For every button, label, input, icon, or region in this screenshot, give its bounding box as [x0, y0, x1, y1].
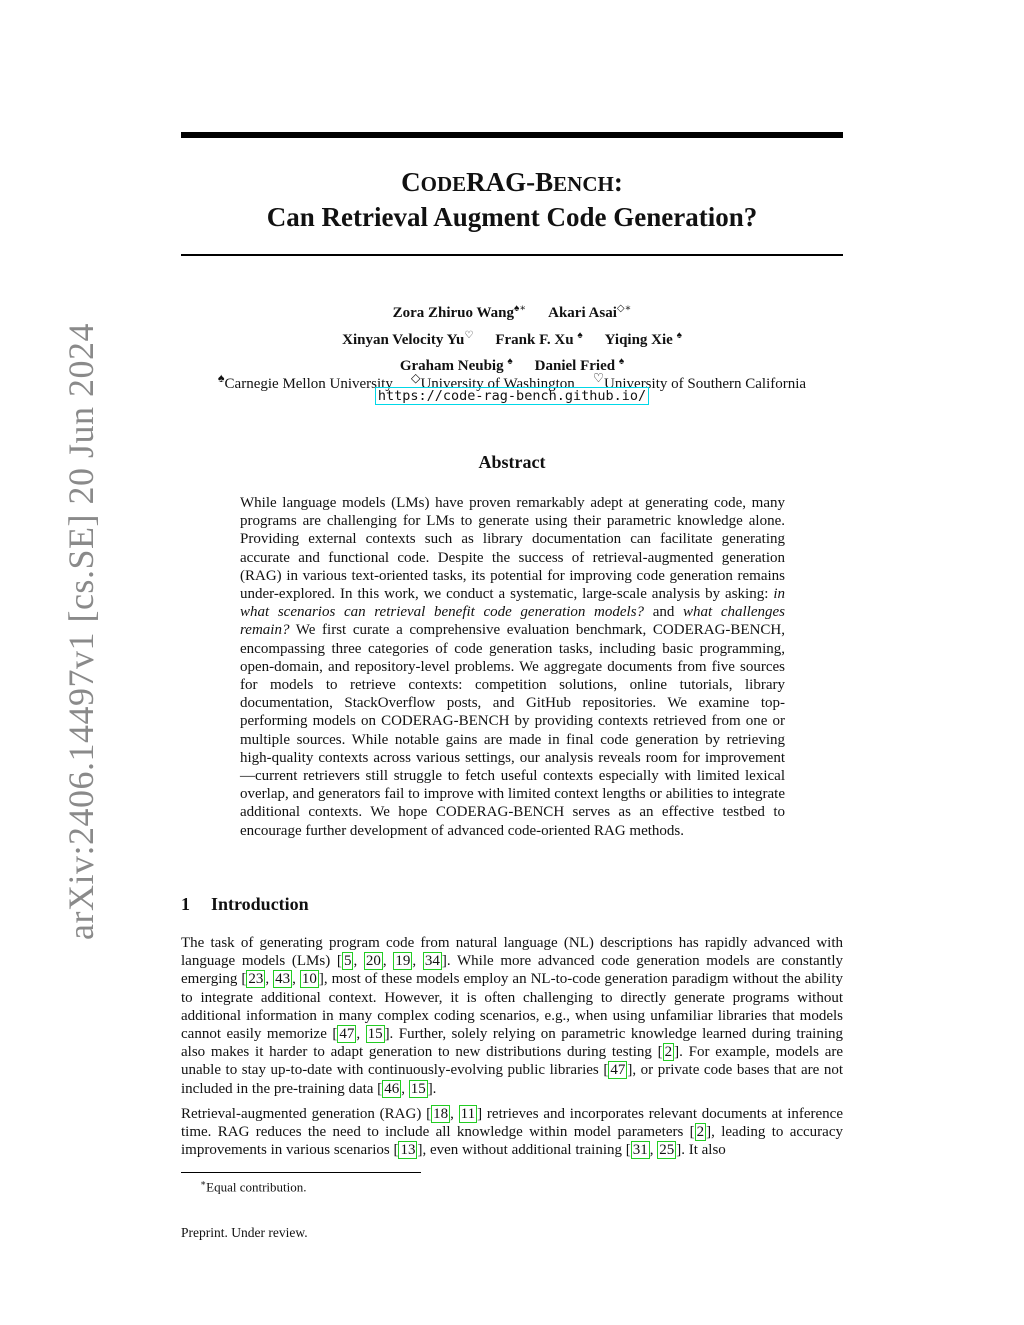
citation-link[interactable]: 2	[696, 1124, 705, 1141]
citation-link[interactable]: 13	[400, 1142, 416, 1159]
citation-link[interactable]: 11	[460, 1105, 476, 1122]
citation-link[interactable]: 19	[395, 953, 411, 970]
benchmark-name: CODERAG-BENCH	[652, 622, 782, 639]
citation-link[interactable]: 47	[339, 1026, 355, 1043]
section-heading-introduction: 1 Introduction	[181, 894, 309, 914]
citation-link[interactable]: 15	[410, 1080, 426, 1097]
author: Zora Zhiruo Wang	[392, 305, 515, 321]
citation-link[interactable]: 15	[367, 1026, 383, 1043]
author: Yiqing Xie	[604, 331, 673, 348]
citation-link[interactable]: 47	[610, 1062, 626, 1079]
paragraph: The task of generating program code from natural language (NL) descriptions has rapidly advanced with language models (LMs) [ 5 , 20 , 19 , 34 ]. While more advanced code generation models are constantly emerging [ 23 , 43 , 10 ], most of these models employ an NL-to-code generation paradigm without the ability to integrate additional context. However, it is often challenging to directly generate programs without additional information in many complex coding scenarios, e.g., when using unfamiliar libraries that models cannot easily memorize [ 47 , 15 ]. Further, solely relying on parametric knowledge learned during training also makes it harder to adapt generation to new distributions during testing [ 2 ]. For example, models are unable to stay up-to-date with continuously-evolving public libraries [ 47 ], or private code bases that are not included in the pre-training data [ 46 , 15 ].	[181, 935, 844, 1097]
citation-link[interactable]: 34	[424, 953, 440, 970]
author-list: Zora Zhiruo Wang♠∗ Akari Asai◇∗ Xinyan Velocity Yu♡ Frank F. Xu ♠ Yiqing Xie ♠ Graham Neubig ♠ Daniel Fried ♠	[342, 303, 682, 374]
citation-link[interactable]: 43	[275, 971, 291, 988]
citation-link[interactable]: 46	[384, 1080, 400, 1097]
introduction-body	[181, 934, 843, 1166]
citation-link[interactable]: 25	[659, 1142, 675, 1159]
arxiv-identifier: arXiv:2406.14497v1 [cs.SE] 20 Jun 2024	[61, 323, 101, 940]
citation-link[interactable]: 10	[301, 971, 317, 988]
citation-link[interactable]: 20	[365, 953, 381, 970]
citation-link[interactable]: 18	[433, 1105, 449, 1122]
project-url[interactable]	[181, 388, 843, 405]
paper-subtitle: Can Retrieval Augment Code Generation?	[266, 202, 758, 232]
paper-title: CODERAG-BENCH: Can Retrieval Augment Code Generation?	[266, 167, 758, 232]
footnote-rule	[181, 1172, 421, 1173]
footnote: ∗Equal contribution.	[200, 1178, 307, 1195]
author: Xinyan Velocity Yu	[342, 331, 465, 348]
citation-link[interactable]: 31	[632, 1142, 648, 1159]
citation-link[interactable]: 5	[343, 953, 352, 970]
author: Akari Asai	[548, 305, 617, 321]
author: Daniel Fried	[534, 358, 616, 374]
project-link[interactable]: https://code-rag-bench.github.io/	[375, 387, 649, 405]
citation-link[interactable]: 2	[664, 1044, 673, 1061]
abstract-body: While language models (LMs) have proven remarkably adept at generating code, many programs are challenging for LMs to generate using their parametric knowledge alone. Providing external contexts such as library documentation can facilitate generating accurate and functional code. Despite the success of retrieval-augmented generation (RAG) in various text-oriented tasks, its potential for improving code generation remains under-explored. In this work, we conduct a systematic, large-scale analysis by asking: in what scenarios can retrieval benefit code generation models? and what challenges remain? We first curate a comprehensive evaluation benchmark, CODERAG-BENCH, encompassing three categories of code generation tasks, including basic programming, open-domain, and repository-level problems. We aggregate documents from five sources for models to retrieve contexts: competition solutions, online tutorials, library documentation, StackOverflow posts, and GitHub repositories. We examine top-performing models on CODERAG-BENCH by providing contexts retrieved from one or multiple sources. While notable gains are made in final code generation by retrieving high-quality contexts across various settings, our analysis reveals room for improvement—current retrievers still struggle to fetch useful contexts especially with limited lexical overlap, and generators fail to improve with limited context lengths or abilities to integrate additional contexts. We hope CODERAG-BENCH serves as an effective testbed to encourage further development of advanced code-oriented RAG methods.	[240, 495, 785, 839]
title-bottom-rule	[181, 254, 843, 256]
abstract-heading: Abstract	[478, 452, 546, 472]
paragraph: Retrieval-augmented generation (RAG) [ 18 , 11 ] retrieves and incorporates relevant documents at inference time. RAG reduces the need to include all knowledge within model parameters [ 2 ], leading to accuracy improvements in various scenarios [ 13 ], even without additional training [ 31 , 25 ]. It also	[181, 1105, 843, 1159]
citation-link[interactable]: 23	[248, 971, 264, 988]
preprint-notice: Preprint. Under review.	[181, 1225, 308, 1240]
author: Frank F. Xu	[495, 331, 574, 348]
affiliations: ♠Carnegie Mellon University ◇University of Washington ♡University of Southern California	[217, 371, 807, 392]
author: Graham Neubig	[399, 358, 504, 374]
title-top-rule	[181, 132, 843, 138]
